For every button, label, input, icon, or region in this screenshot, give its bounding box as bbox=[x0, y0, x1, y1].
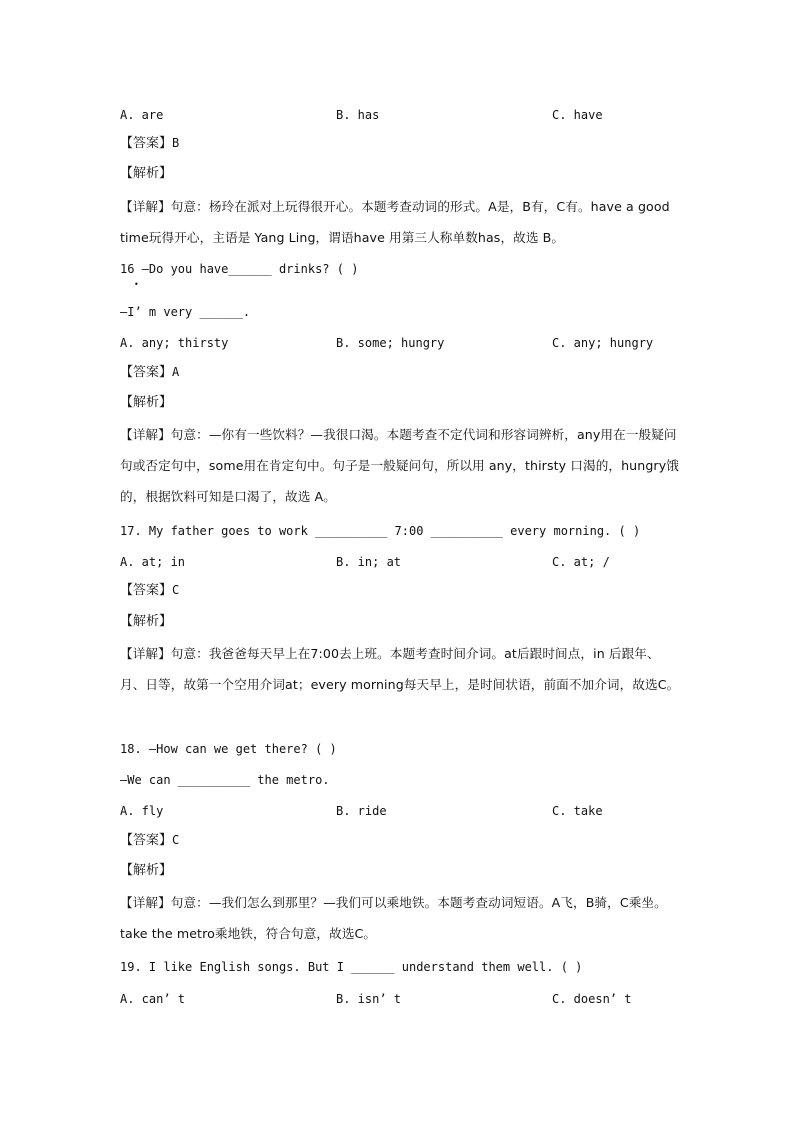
answer-value: C bbox=[172, 833, 180, 847]
q16-line2: —I’ m very ______. bbox=[120, 305, 251, 319]
q19-options bbox=[120, 990, 680, 1008]
q19-stem: 19. I like English songs. But I ______ understand them well. ( ) bbox=[120, 960, 583, 974]
q17-stem: 17. My father goes to work __________ 7:00 __________ every morning. ( ) bbox=[120, 524, 641, 538]
q16-stem: 16 —Do you have______ drinks? ( ) bbox=[120, 262, 359, 276]
q16-answer bbox=[120, 363, 179, 382]
q15-analysis-tag: 【解析】 bbox=[120, 166, 173, 181]
q16-option-a: A. any; thirsty bbox=[120, 336, 229, 350]
answer-value: B bbox=[172, 136, 180, 150]
q17-analysis-tag: 【解析】 bbox=[120, 614, 173, 629]
answer-value: C bbox=[172, 583, 180, 597]
q17-answer bbox=[120, 581, 179, 600]
q17-option-a: A. at; in bbox=[120, 555, 186, 569]
q18-answer bbox=[120, 831, 179, 850]
q17-options bbox=[120, 553, 680, 571]
q18-option-b: B. ride bbox=[336, 804, 387, 818]
q15-option-b: B. has bbox=[336, 108, 380, 122]
q16-option-b: B. some; hungry bbox=[336, 336, 445, 350]
detail-text: 句意：—我们怎么到那里？—我们可以乘地铁。本题考查动词短语。A飞，B骑，C乘坐。take the metro乘地铁，符合句意，故选C。 bbox=[120, 895, 667, 941]
q17-detail bbox=[120, 638, 680, 700]
q18-option-a: A. fly bbox=[120, 804, 164, 818]
q18-stem: 18. —How can we get there? ( ) bbox=[120, 742, 337, 756]
q19-option-b: B. isn’ t bbox=[336, 992, 402, 1006]
detail-text: 句意：杨玲在派对上玩得很开心。本题考查动词的形式。A是，B有，C有。have a good time玩得开心，主语是 Yang Ling，谓语have 用第三人称单数has，故选 B。 bbox=[120, 199, 670, 245]
detail-tag: 【详解】 bbox=[120, 199, 171, 214]
q18-options bbox=[120, 802, 680, 820]
detail-tag: 【详解】 bbox=[120, 646, 171, 661]
q19-option-c: C. doesn’ t bbox=[552, 992, 632, 1006]
q15-detail bbox=[120, 191, 680, 253]
detail-text: 句意：我爸爸每天早上在7:00去上班。本题考查时间介词。at后跟时间点，in 后跟年、月、日等，故第一个空用介词at；every morning每天早上，是时间状语，前面不加介词，故选C。 bbox=[120, 646, 680, 692]
answer-tag: 【答案】 bbox=[120, 833, 173, 848]
q16-options bbox=[120, 334, 680, 352]
q15-option-c: C. have bbox=[552, 108, 603, 122]
q16-mark: • bbox=[134, 280, 139, 289]
q15-options bbox=[120, 106, 680, 124]
q15-option-a: A. are bbox=[120, 108, 164, 122]
q18-analysis-tag: 【解析】 bbox=[120, 863, 173, 878]
detail-tag: 【详解】 bbox=[120, 427, 171, 442]
answer-value: A bbox=[172, 365, 180, 379]
q19-option-a: A. can’ t bbox=[120, 992, 186, 1006]
q17-option-c: C. at; / bbox=[552, 555, 610, 569]
q16-option-c: C. any; hungry bbox=[552, 336, 654, 350]
answer-tag: 【答案】 bbox=[120, 136, 173, 151]
answer-tag: 【答案】 bbox=[120, 365, 173, 380]
q18-line2: —We can __________ the metro. bbox=[120, 773, 330, 787]
detail-tag: 【详解】 bbox=[120, 895, 171, 910]
q16-analysis-tag: 【解析】 bbox=[120, 395, 173, 410]
q15-answer bbox=[120, 134, 179, 153]
answer-tag: 【答案】 bbox=[120, 583, 173, 598]
q16-detail bbox=[120, 419, 680, 512]
q18-detail bbox=[120, 887, 680, 949]
q18-option-c: C. take bbox=[552, 804, 603, 818]
q17-option-b: B. in; at bbox=[336, 555, 402, 569]
detail-text: 句意：—你有一些饮料？—我很口渴。本题考查不定代词和形容词辨析，any用在一般疑问句或否定句中，some用在肯定句中。句子是一般疑问句，所以用 any，thirsty 口渴的，hungry饿的，根据饮料可知是口渴了，故选 A。 bbox=[120, 427, 679, 504]
